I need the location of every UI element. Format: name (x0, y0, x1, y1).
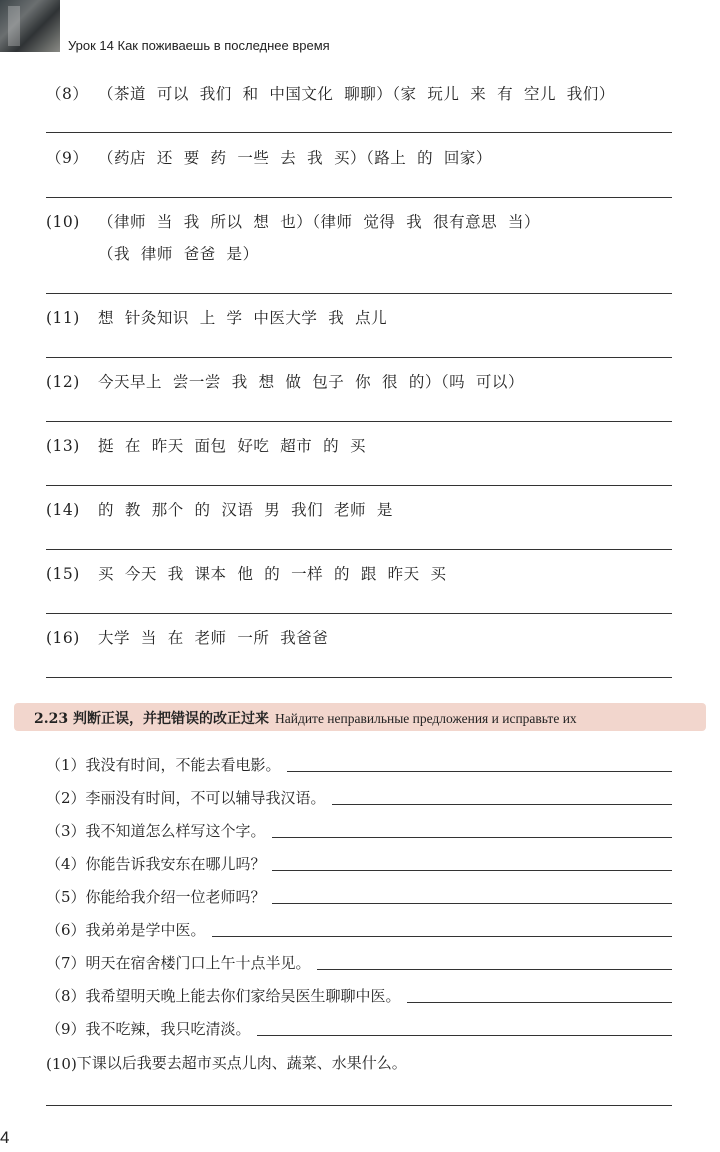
sentence-number: （4） (46, 855, 86, 873)
answer-line[interactable] (272, 902, 672, 904)
exercise-number: (10) (46, 213, 80, 231)
exercise-number: (15) (46, 565, 80, 583)
section-title-ru: Найдите неправильные предложения и исправьте их (274, 711, 577, 726)
sentence-row (46, 951, 672, 973)
sentence-text: 我不吃辣，我只吃清淡。 (85, 1020, 251, 1038)
exercise-text: （茶道 可以 我们 和 中国文化 聊聊）（家 玩儿 来 有 空儿 我们） (98, 85, 615, 103)
sentence-row (46, 885, 672, 907)
answer-line[interactable] (46, 549, 672, 550)
exercise-text: （药店 还 要 药 一些 去 我 买）（路上 的 回家） (98, 149, 492, 167)
sentence-row (46, 918, 672, 940)
exercise-13 (46, 434, 366, 456)
sentence-text: 你能给我介绍一位老师吗？ (85, 888, 266, 906)
sentence-number: （2） (46, 789, 86, 807)
sentence-row (46, 786, 672, 808)
answer-line[interactable] (46, 132, 672, 133)
exercise-12 (46, 370, 524, 392)
exercise-text: （律师 当 我 所以 想 也）（律师 觉得 我 很有意思 当） (98, 213, 540, 231)
answer-line[interactable] (212, 935, 672, 937)
exercise-15 (46, 562, 447, 584)
sentence-row (46, 753, 672, 775)
sentence-number: (10) (46, 1055, 77, 1073)
answer-line[interactable] (272, 869, 672, 871)
answer-line[interactable] (287, 770, 672, 772)
sentence-text: 我不知道怎么样写这个字。 (85, 822, 266, 840)
exercise-continuation: （我 律师 爸爸 是） (98, 245, 259, 263)
sentence-text: 我弟弟是学中医。 (85, 921, 206, 939)
exercise-number: (11) (46, 309, 80, 327)
sentence-number: （7） (46, 954, 86, 972)
exercise-16 (46, 626, 328, 648)
answer-line[interactable] (46, 613, 672, 614)
sentence-number: （5） (46, 888, 86, 906)
sentence-number: （3） (46, 822, 86, 840)
sentence-text: 我没有时间，不能去看电影。 (85, 756, 281, 774)
section-title (34, 708, 577, 728)
exercise-number: （9） (46, 149, 89, 167)
exercise-number: (12) (46, 373, 80, 391)
answer-line[interactable] (46, 421, 672, 422)
answer-line[interactable] (46, 485, 672, 486)
sentence-row (46, 984, 672, 1006)
exercise-text: 今天早上 尝一尝 我 想 做 包子 你 很 的）（吗 可以） (98, 373, 524, 391)
corner-photo (0, 0, 60, 52)
exercise-number: (14) (46, 501, 80, 519)
sentence-row (46, 1017, 672, 1039)
section-title-zh: 2.23 判断正误，并把错误的改正过来 (34, 711, 269, 727)
exercise-9 (46, 146, 492, 168)
sentence-number: （6） (46, 921, 86, 939)
exercise-number: （8） (46, 85, 89, 103)
sentence-row (46, 819, 672, 841)
exercise-text: 大学 当 在 老师 一所 我爸爸 (98, 629, 329, 647)
sentence-text: 你能告诉我安东在哪儿吗？ (85, 855, 266, 873)
answer-line[interactable] (272, 836, 672, 838)
answer-line[interactable] (46, 197, 672, 198)
answer-line[interactable] (46, 1105, 672, 1106)
exercise-10 (46, 210, 540, 232)
sentence-number: （8） (46, 987, 86, 1005)
exercise-number: (16) (46, 629, 80, 647)
answer-line[interactable] (332, 803, 672, 805)
exercise-text: 的 教 那个 的 汉语 男 我们 老师 是 (98, 501, 393, 519)
exercise-text: 买 今天 我 课本 他 的 一样 的 跟 昨天 买 (98, 565, 447, 583)
answer-line[interactable] (46, 357, 672, 358)
sentence-number: （1） (46, 756, 86, 774)
sentence-text: 我希望明天晚上能去你们家给吴医生聊聊中医。 (85, 987, 401, 1005)
sentence-row (46, 852, 672, 874)
sentence-text: 下课以后我要去超市买点儿肉、蔬菜、水果什么。 (76, 1054, 407, 1072)
sentence-row (46, 1051, 672, 1073)
sentence-number: （9） (46, 1020, 86, 1038)
lesson-header: Урок 14 Как поживаешь в последнее время (68, 38, 330, 53)
exercise-number: (13) (46, 437, 80, 455)
exercise-8 (46, 82, 615, 104)
sentence-text: 李丽没有时间，不可以辅导我汉语。 (85, 789, 326, 807)
sentence-text: 明天在宿舍楼门口上午十点半见。 (85, 954, 311, 972)
exercise-text: 想 针灸知识 上 学 中医大学 我 点儿 (98, 309, 388, 327)
page-number: 4 (0, 1128, 10, 1147)
answer-line[interactable] (317, 968, 672, 970)
exercise-11 (46, 306, 387, 328)
answer-line[interactable] (407, 1001, 672, 1003)
answer-line[interactable] (46, 293, 672, 294)
exercise-text: 挺 在 昨天 面包 好吃 超市 的 买 (98, 437, 366, 455)
answer-line[interactable] (257, 1034, 672, 1036)
exercise-14 (46, 498, 393, 520)
answer-line[interactable] (46, 677, 672, 678)
